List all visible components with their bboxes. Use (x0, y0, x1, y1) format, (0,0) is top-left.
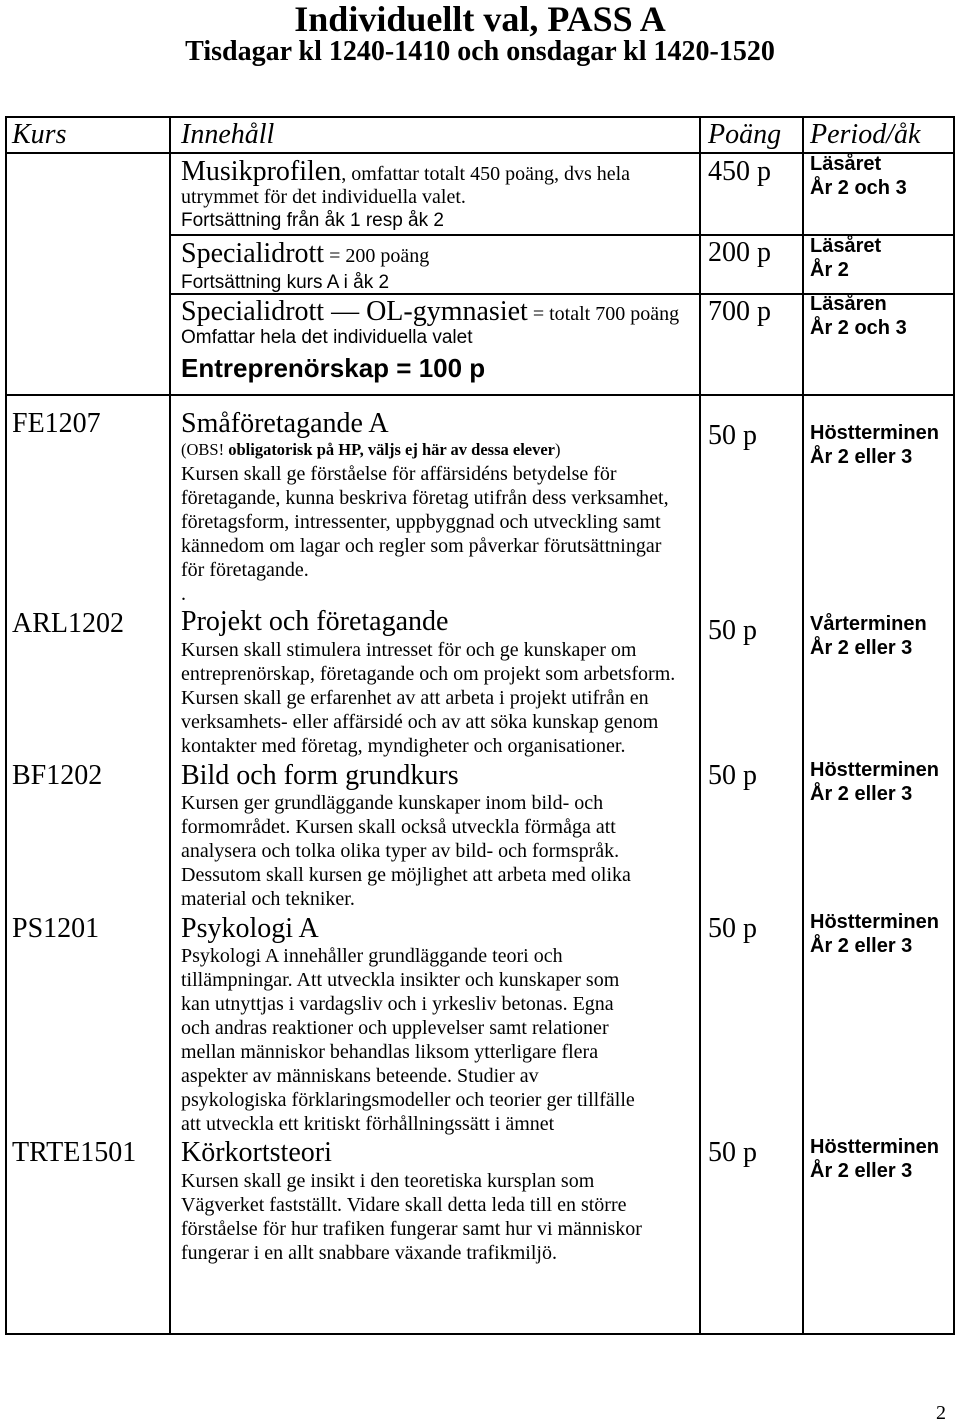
obs-open: (OBS! (181, 440, 229, 459)
description-line: kontakter med företag, myndigheter och organisationer. (181, 735, 626, 757)
period-year: År 2 och 3 (810, 177, 907, 199)
obs-bold: obligatorisk på HP, väljs ej här av dessa elever (228, 440, 556, 459)
course-obs-note (181, 438, 561, 462)
description-line: fungerar i en allt snabbare växande trafikmiljö. (181, 1242, 557, 1264)
course-period (810, 421, 939, 469)
description-line: för företagande. (181, 559, 309, 581)
description-line: att utveckla ett kritiskt förhållningssätt i ämnet (181, 1113, 555, 1135)
period-term: Läsåret (810, 153, 882, 175)
course-description (181, 944, 635, 1136)
description-line: Kursen skall ge förståelse för affärsidéns betydelse för (181, 463, 617, 485)
description-line: kännedom om lagar och regler som påverkar förutsättningar (181, 535, 662, 557)
column-divider-innehall (699, 116, 701, 1335)
ol-gymnasiet-name: Specialidrott — OL-gymnasiet (181, 296, 528, 327)
musik-name: Musikprofilen (181, 156, 342, 187)
ol-gymnasiet-text: = totalt 700 poäng (527, 303, 680, 325)
musik-points: 450 p (708, 156, 771, 187)
course-description (181, 1169, 642, 1265)
description-line: företagsform, intressenter, uppbyggnad och utveckling samt (181, 511, 661, 533)
specialidrott-heading (181, 238, 429, 274)
specialidrott-note: Fortsättning kurs A i åk 2 (181, 272, 390, 293)
page-title: Individuellt val, PASS A (294, 0, 666, 39)
description-line: aspekter av människans beteende. Studier av (181, 1065, 539, 1087)
period-year: År 2 (810, 259, 849, 281)
course-points: 50 p (708, 420, 757, 451)
column-divider-poang (802, 116, 804, 1335)
column-divider-kurs (169, 116, 171, 1335)
page-subtitle: Tisdagar kl 1240-1410 och onsdagar kl 1420-1520 (185, 36, 775, 67)
period-year: År 2 eller 3 (810, 446, 913, 468)
course-code: BF1202 (12, 760, 103, 791)
description-line: psykologiska förklaringsmodeller och teorier ger tillfälle (181, 1089, 635, 1111)
obs-close: ) (555, 440, 561, 459)
period-year: År 2 och 3 (810, 317, 907, 339)
ol-gymnasiet-period (810, 292, 907, 340)
course-code: TRTE1501 (12, 1137, 137, 1168)
description-line: analysera och tolka olika typer av bild- och formspråk. (181, 840, 620, 862)
period-year: År 2 eller 3 (810, 935, 913, 957)
description-line: tillämpningar. Att utveckla insikter och kunskaper som (181, 969, 620, 991)
header-poang: Poäng (708, 119, 782, 150)
description-line: . (181, 583, 186, 605)
ol-gymnasiet-note: Omfattar hela det individuella valet (181, 327, 473, 348)
description-line: företagande, kunna beskriva företag utifrån dess verksamhet, (181, 487, 669, 509)
musik-text: , omfattar totalt 450 poäng, dvs hela (341, 163, 631, 185)
course-code: ARL1202 (12, 608, 124, 639)
period-year: År 2 eller 3 (810, 1160, 913, 1182)
header-kurs: Kurs (12, 119, 67, 150)
specialidrott-period (810, 234, 881, 282)
course-period (810, 758, 939, 806)
period-term: Höstterminen (810, 422, 939, 444)
description-line: förståelse för hur trafiken fungerar samt hur vi människor (181, 1218, 642, 1240)
period-term: Höstterminen (810, 1136, 939, 1158)
description-line: material och tekniker. (181, 888, 355, 910)
musik-text-line2: utrymmet för det individuella valet. (181, 186, 466, 208)
header-innehall: Innehåll (181, 119, 275, 150)
description-line: entreprenörskap, företagande och om projekt som arbetsform. (181, 663, 676, 685)
course-description (181, 462, 669, 606)
course-description (181, 638, 675, 758)
description-line: Kursen skall stimulera intresset för och ge kunskaper om (181, 639, 637, 661)
description-line: formområdet. Kursen skall också utveckla förmåga att (181, 816, 616, 838)
musik-period (810, 152, 907, 200)
specialidrott-points: 200 p (708, 237, 771, 268)
period-year: År 2 eller 3 (810, 637, 913, 659)
course-description (181, 791, 631, 911)
course-title: Körkortsteori (181, 1137, 332, 1168)
period-term: Läsåren (810, 293, 887, 315)
course-points: 50 p (708, 615, 757, 646)
description-line: och andras reaktioner och upplevelser samt relationer (181, 1017, 609, 1039)
description-line: Psykologi A innehåller grundläggande teori och (181, 945, 563, 967)
description-line: Kursen skall ge insikt i den teoretiska kursplan som (181, 1170, 595, 1192)
description-line: mellan människor behandlas liksom ytterligare flera (181, 1041, 599, 1063)
course-code: PS1201 (12, 913, 100, 944)
period-term: Vårterminen (810, 613, 927, 635)
specialidrott-name: Specialidrott (181, 238, 325, 269)
course-code: FE1207 (12, 408, 101, 439)
entreprenorskap-heading: Entreprenörskap = 100 p (181, 353, 486, 383)
course-points: 50 p (708, 1137, 757, 1168)
description-line: verksamhets- eller affärsidé och av att söka kunskap genom (181, 711, 659, 733)
course-title: Bild och form grundkurs (181, 760, 459, 791)
header-period: Period/åk (810, 119, 921, 150)
section-divider (5, 394, 955, 396)
period-year: År 2 eller 3 (810, 783, 913, 805)
period-term: Höstterminen (810, 759, 939, 781)
course-points: 50 p (708, 913, 757, 944)
description-line: Dessutom skall kursen ge möjlighet att arbeta med olika (181, 864, 631, 886)
course-points: 50 p (708, 760, 757, 791)
course-title: Psykologi A (181, 913, 319, 944)
description-line: Kursen skall ge erfarenhet av att arbeta i projekt utifrån en (181, 687, 649, 709)
course-title: Projekt och företagande (181, 606, 449, 637)
description-line: kan utnyttjas i vardagsliv och i yrkesliv betonas. Egna (181, 993, 614, 1015)
description-line: Kursen ger grundläggande kunskaper inom bild- och (181, 792, 604, 814)
musik-note: Fortsättning från åk 1 resp åk 2 (181, 210, 444, 231)
course-period (810, 1135, 939, 1183)
period-term: Läsåret (810, 235, 882, 257)
course-period (810, 612, 927, 660)
ol-gymnasiet-points: 700 p (708, 296, 771, 327)
page-number: 2 (936, 1402, 946, 1424)
period-term: Höstterminen (810, 911, 939, 933)
course-period (810, 910, 939, 958)
specialidrott-text: = 200 poäng (324, 245, 430, 267)
course-title: Småföretagande A (181, 408, 389, 439)
description-line: Vägverket fastställt. Vidare skall detta leda till en större (181, 1194, 627, 1216)
